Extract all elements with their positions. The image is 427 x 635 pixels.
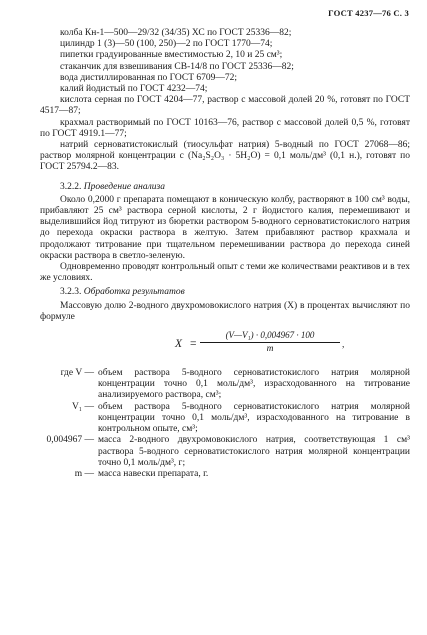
formula-denominator: m xyxy=(266,344,274,355)
list-item: стаканчик для взвешивания СВ-14/8 по ГОСТ 25336—82; xyxy=(60,61,294,72)
document-body xyxy=(40,28,410,480)
section-heading-323 xyxy=(60,287,410,298)
list-item: крахмал растворимый по ГОСТ 10163—76, раствор с массовой долей 0,5 %, готовят по ГОСТ 4919.1—77; xyxy=(40,117,410,139)
page-header: ГОСТ 4237—76 С. 3 xyxy=(328,8,409,18)
section-heading-322 xyxy=(60,182,410,193)
section-number: 3.2.2. xyxy=(60,181,82,192)
section-title: Обработка результатов xyxy=(83,287,185,298)
formula-numerator: (V—V₁) · 0,004967 · 100 xyxy=(200,330,340,343)
formula xyxy=(40,330,410,360)
definition-row xyxy=(40,469,410,480)
paragraph: Около 0,2000 г препарата помещают в коническую колбу, растворяют в 100 см³ воды, прибавляют 25 см³ раствора серной кислоты, 2 г йодистого калия, перемешивают и выделившийся йод титруют из бюретки раствором 5-водного серноватистокислого натрия до перехода окраски раствора в желтую. Затем прибавляют раствор крахмала и продолжают титрование при тщательном перемешивании раствора до перехода синей окраски раствора в светло-зеленую. xyxy=(40,194,410,261)
list-item: цилиндр 1 (3)—50 (100, 250)—2 по ГОСТ 1770—74; xyxy=(60,39,273,50)
list-item: пипетки градуированные вместимостью 2, 10 и 25 см³; xyxy=(60,50,283,61)
list-item: кислота серная по ГОСТ 4204—77, раствор с массовой долей 20 %, готовят по ГОСТ 4517—87; xyxy=(40,95,410,117)
definition-symbol: V₁ — xyxy=(71,401,94,412)
paragraph: Массовую долю 2-водного двухромовокислого натрия (X) в процентах вычисляют по формуле xyxy=(40,300,410,322)
list-item: натрий серноватистокислый (тиосульфат натрия) 5-водный по ГОСТ 27068—86; раствор молярной концентрации c (Na₂S₂O₃ · 5H₂O) = 0,1 моль/дм³ (0,1 н.), готовят по ГОСТ 25794.2—83. xyxy=(40,140,410,173)
definition-symbol: 0,004967 — xyxy=(46,435,94,446)
list-item: колба Кн-1—500—29/32 (34/35) ХС по ГОСТ 25336—82; xyxy=(60,28,292,38)
list-item: калий йодистый по ГОСТ 4232—74; xyxy=(60,84,208,95)
definition-row xyxy=(40,402,410,436)
formula-trail: , xyxy=(342,340,345,351)
formula-lhs: X xyxy=(175,338,183,351)
section-number: 3.2.3. xyxy=(60,287,82,298)
definition-symbol: m — xyxy=(74,468,94,479)
definition-text: объем раствора 5-водного серноватистокислого натрия молярной концентрации точно 0,1 моль/дм³, израсходованного на титрование в контрольном опыте, см³; xyxy=(98,401,410,435)
definition-text: масса 2-водного двухромовокислого натрия, соответствующая 1 см³ раствора 5-водного серноватистокислого натрия молярной концентрации точно 0,1 моль/дм³, г; xyxy=(98,435,410,468)
definition-symbol: где V — xyxy=(60,368,94,379)
formula-fraction xyxy=(200,330,340,355)
definition-text: масса навески препарата, г. xyxy=(98,468,209,479)
definitions-list xyxy=(40,368,410,480)
definition-row xyxy=(40,368,410,402)
paragraph: Одновременно проводят контрольный опыт с теми же количествами реактивов и в тех же условиях. xyxy=(40,262,410,284)
definition-row xyxy=(40,435,410,469)
formula-equals: = xyxy=(190,338,197,351)
list-item: вода дистиллированная по ГОСТ 6709—72; xyxy=(60,72,238,83)
section-title: Проведение анализа xyxy=(83,181,165,192)
definition-text: объем раствора 5-водного серноватистокислого натрия молярной концентрации точно 0,1 моль/дм³, израсходованного на титрование анализируемого раствора, см³; xyxy=(98,368,410,401)
